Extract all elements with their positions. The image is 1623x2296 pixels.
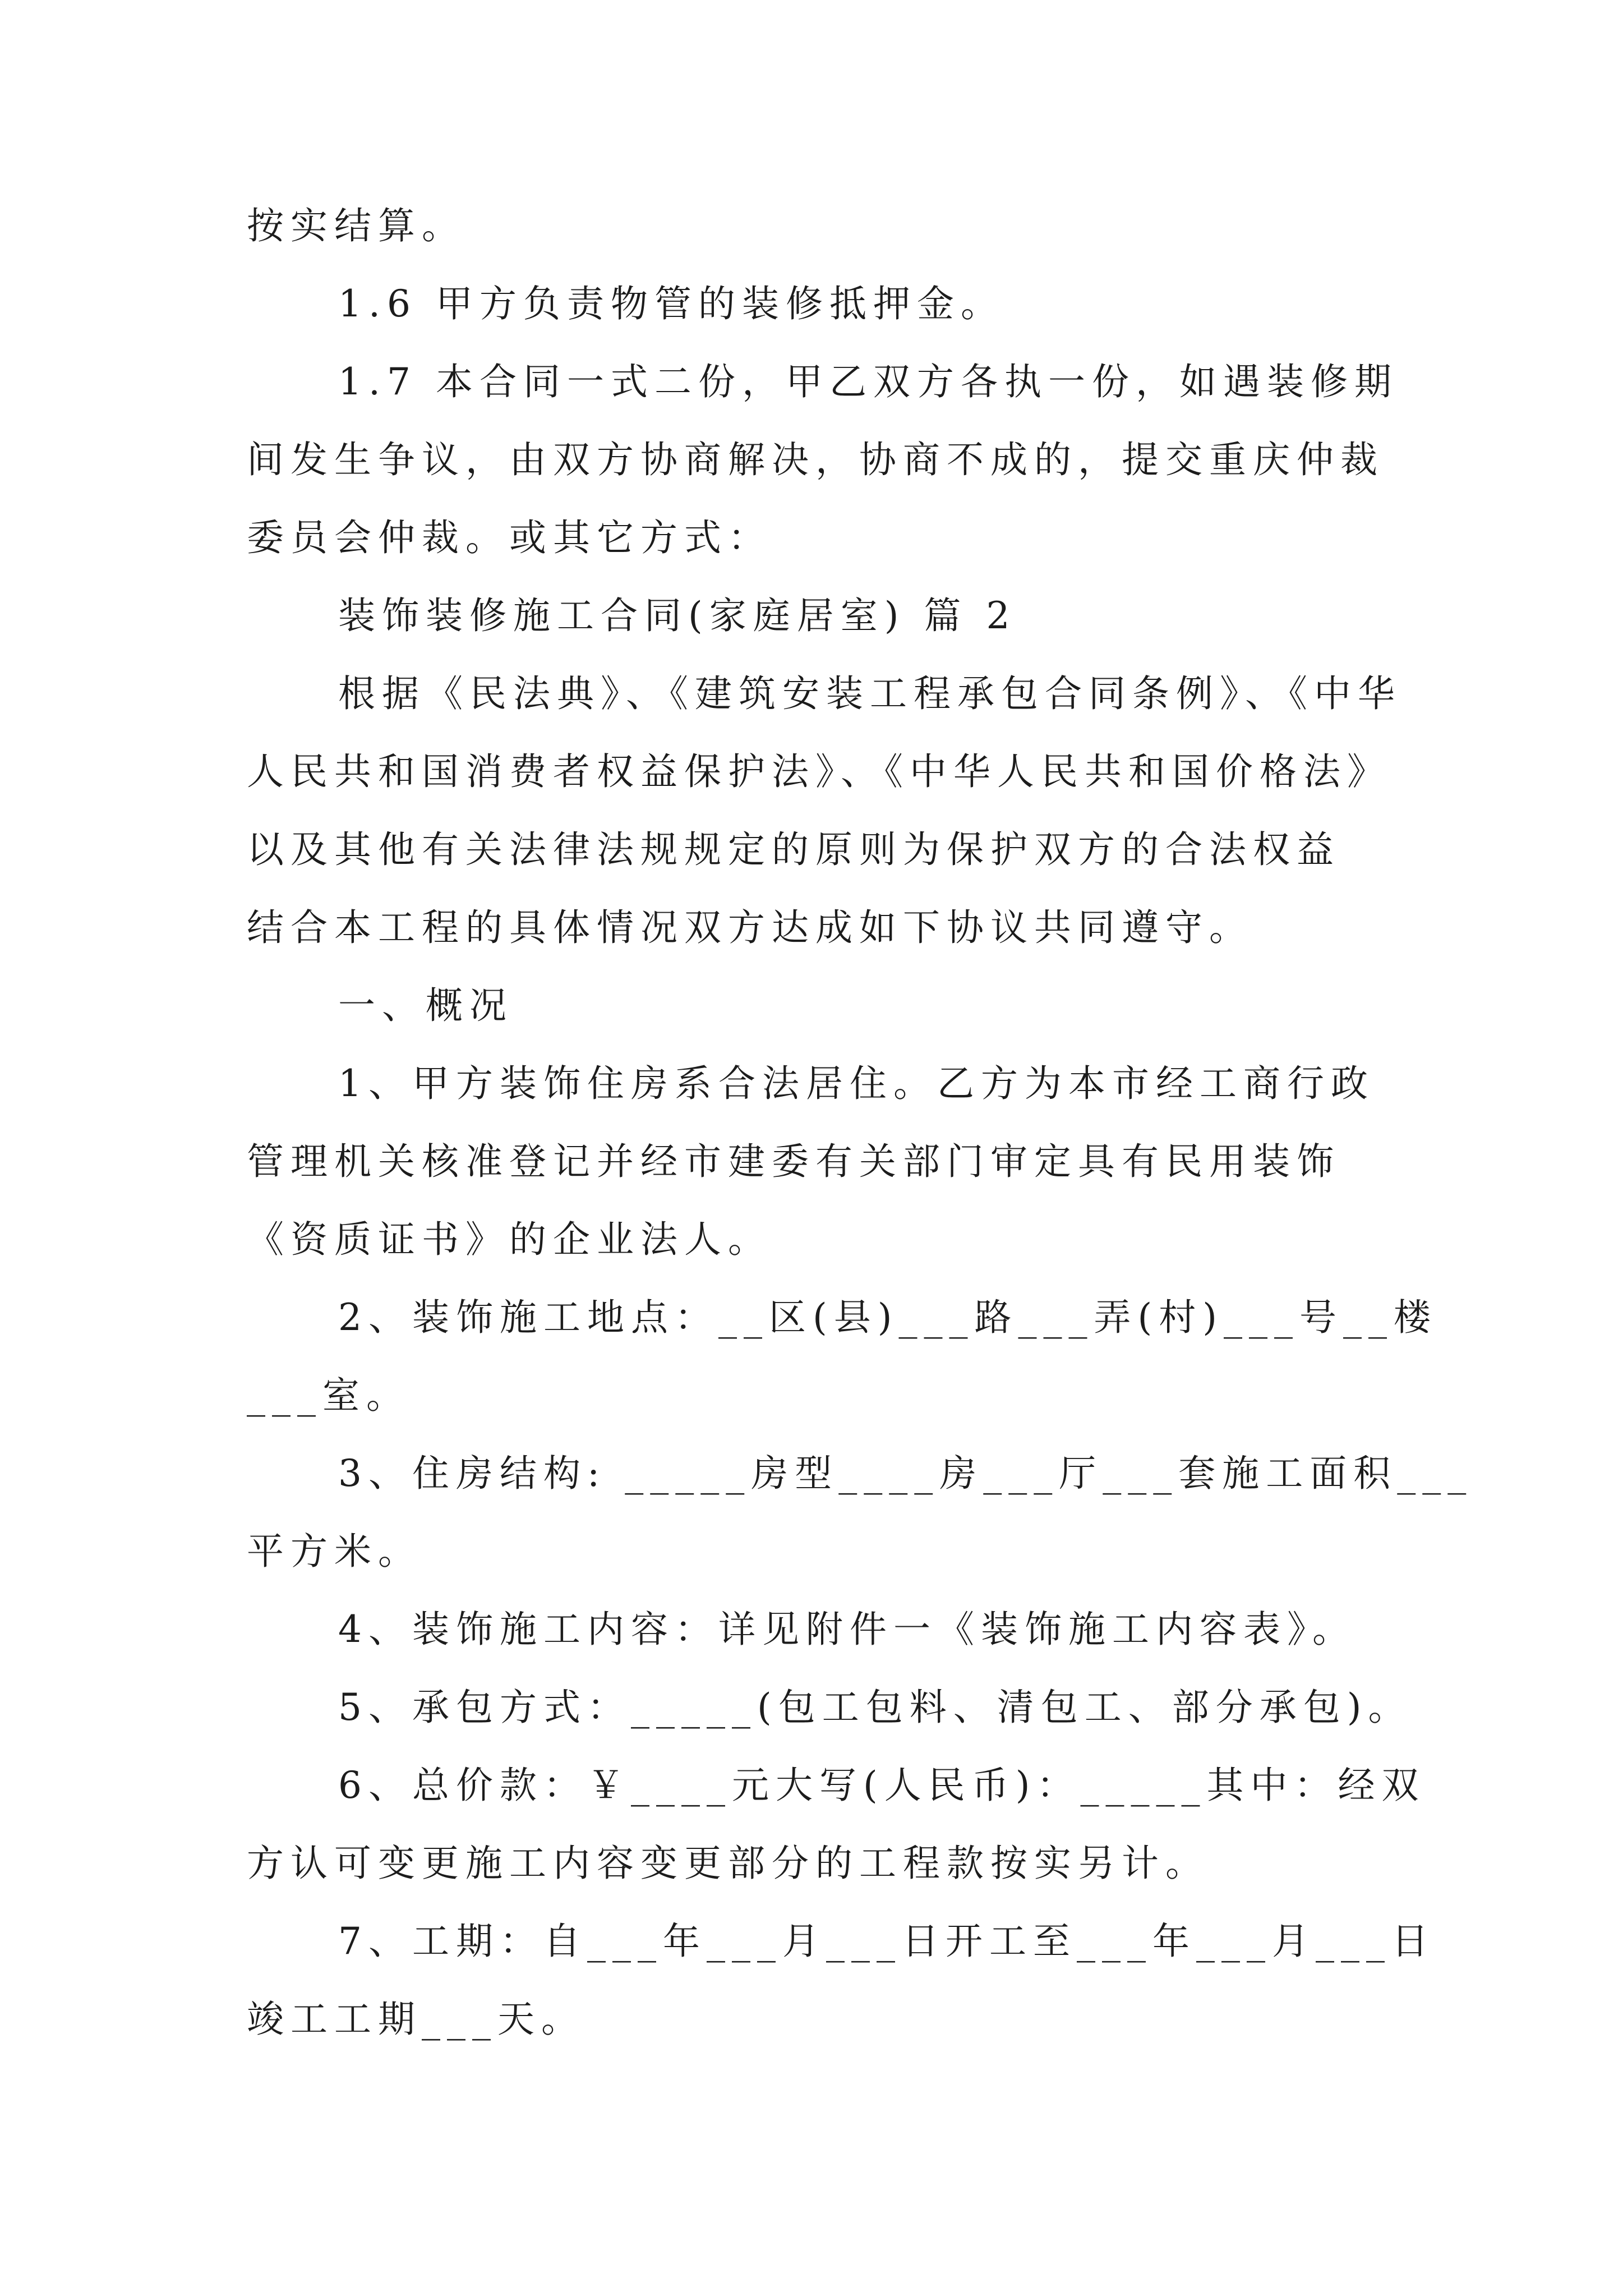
text-line: 以及其他有关法律法规规定的原则为保护双方的合法权益	[247, 828, 1340, 871]
text-line: 1、甲方装饰住房系合法居住。乙方为本市经工商行政	[338, 1062, 1375, 1105]
section-title: 装饰装修施工合同(家庭居室) 篇 2	[338, 594, 1017, 637]
text-line: 1.7 本合同一式二份，甲乙双方各执一份，如遇装修期	[338, 360, 1398, 403]
text-line: 竣工工期___天。	[247, 1998, 585, 2041]
text-line: 5、承包方式：_____(包工包料、清包工、部分承包)。	[338, 1686, 1412, 1729]
text-line: 平方米。	[247, 1530, 422, 1573]
text-line: ___室。	[247, 1374, 410, 1417]
text-line: 委员会仲裁。或其它方式：	[247, 516, 772, 559]
text-line: 根据《民法典》、《建筑安装工程承包合同条例》、《中华	[338, 672, 1401, 715]
text-line: 6、总价款：￥____元大写(人民币)：_____其中：经双	[338, 1764, 1426, 1807]
text-line: 3、住房结构: _____房型____房___厅___套施工面积___	[338, 1452, 1473, 1495]
text-line: 管理机关核准登记并经市建委有关部门审定具有民用装饰	[247, 1140, 1340, 1183]
text-line: 1.6 甲方负责物管的装修抵押金。	[338, 282, 1004, 325]
text-line: 7、工期：自___年___月___日开工至___年___月___日	[338, 1920, 1435, 1963]
text-line: 《资质证书》的企业法人。	[247, 1218, 772, 1261]
section-heading: 一、概况	[338, 984, 513, 1027]
text-line: 方认可变更施工内容变更部分的工程款按实另计。	[247, 1842, 1209, 1885]
text-line: 2、装饰施工地点：__区(县)___路___弄(村)___号__楼	[338, 1296, 1437, 1339]
text-line: 按实结算。	[247, 204, 465, 247]
text-line: 间发生争议，由双方协商解决，协商不成的，提交重庆仲裁	[247, 438, 1384, 481]
text-line: 人民共和国消费者权益保护法》、《中华人民共和国价格法》	[247, 750, 1391, 793]
text-line: 结合本工程的具体情况双方达成如下协议共同遵守。	[247, 906, 1253, 949]
text-line: 4、装饰施工内容：详见附件一《装饰施工内容表》。	[338, 1608, 1356, 1651]
